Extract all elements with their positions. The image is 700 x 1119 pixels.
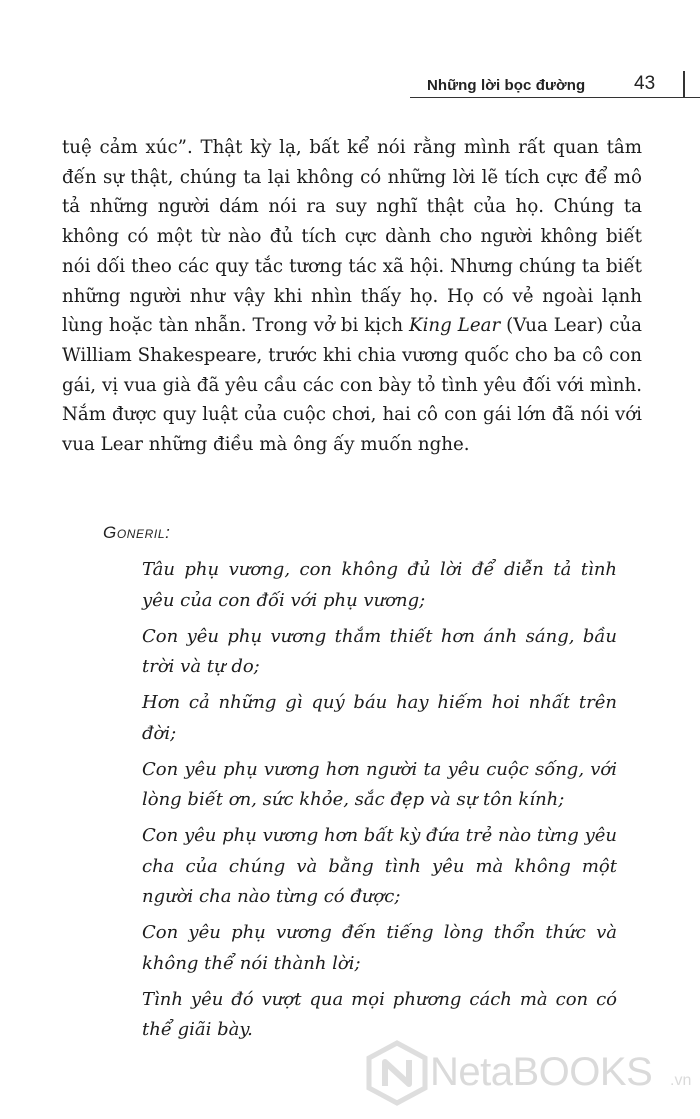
netabooks-logo-icon [364, 1040, 430, 1106]
body-paragraph [62, 133, 642, 460]
verse-line: Hơn cả những gì quý báu hay hiếm hoi nhất trên đời; [142, 692, 617, 744]
body-text-part1: tuệ cảm xúc”. Thật kỳ lạ, bất kể nói rằng mình rất quan tâm đến sự thật, chúng ta lại không có những lời lẽ tích cực để mô tả những người dám nói ra suy nghĩ thật của họ. Chúng ta không có một từ nào đủ tích cực dành cho người không biết nói dối theo các quy tắc tương tác xã hội. Nhưng chúng ta biết những người như vậy khi nhìn thấy họ. Họ có vẻ ngoài lạnh lùng hoặc tàn nhẫn. Trong vở bi kịch [62, 137, 642, 337]
running-title: Những lời bọc đường [427, 77, 586, 94]
watermark [364, 1040, 700, 1110]
header-rule [410, 97, 700, 98]
body-text-part2: (Vua Lear) của William Shakespeare, trước khi chia vương quốc cho ba cô con gái, vị vua già đã yêu cầu các con bày tỏ tình yêu đối với mình. Nắm được quy luật của cuộc chơi, hai cô con gái lớn đã nói với vua Lear những điều mà ông ấy muốn nghe. [62, 315, 642, 456]
play-title: King Lear [409, 315, 501, 337]
verse-line: Tâu phụ vương, con không đủ lời để diễn tả tình yêu của con đối với phụ vương; [142, 559, 617, 611]
speaker-name: Goneril: [103, 523, 171, 542]
verse-line: Con yêu phụ vương hơn người ta yêu cuộc sống, với lòng biết ơn, sức khỏe, sắc đẹp và sự tôn kính; [142, 758, 617, 810]
watermark-suffix: .vn [670, 1072, 692, 1089]
running-header [410, 71, 700, 101]
header-divider [683, 71, 685, 98]
verse-line: Con yêu phụ vương thắm thiết hơn ánh sáng, bầu trời và tự do; [142, 625, 617, 677]
verse-line: Con yêu phụ vương hơn bất kỳ đứa trẻ nào từng yêu cha của chúng và bằng tình yêu mà không một người cha nào từng có được; [142, 825, 617, 907]
verse-list [142, 555, 617, 1051]
watermark-brand: NetaBOOKS [430, 1050, 653, 1094]
verse-line: Tình yêu đó vượt qua mọi phương cách mà con có thể giãi bày. [142, 988, 617, 1040]
page-number: 43 [634, 73, 656, 94]
verse-line: Con yêu phụ vương đến tiếng lòng thổn thức và không thể nói thành lời; [142, 922, 617, 974]
